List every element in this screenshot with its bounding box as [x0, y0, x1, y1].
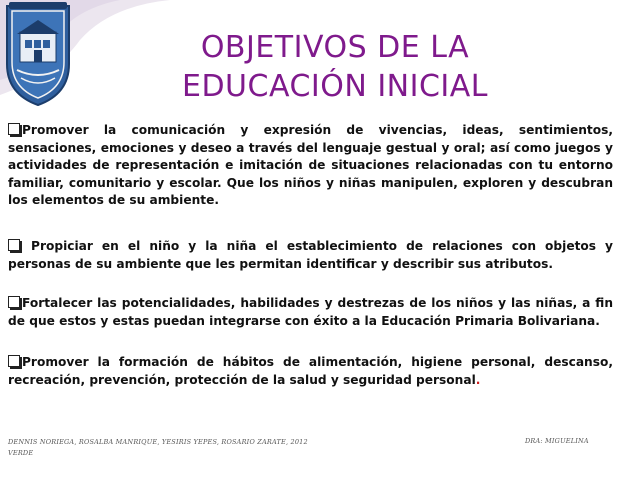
slide-title: [120, 28, 550, 106]
square-bullet-icon: [8, 296, 20, 308]
title-line-2: EDUCACIÓN INICIAL: [181, 69, 488, 104]
objective-text: Promover la formación de hábitos de alimentación, higiene personal, descanso, recreación, prevención, protección de la salud y seguridad personal: [8, 355, 613, 387]
square-bullet-icon: [8, 239, 20, 251]
objective-item: [8, 122, 613, 210]
footer-authors: DENNIS NORIEGA, ROSALBA MANRIQUE, YESIRIS YEPES, ROSARIO ZARATE, 2012 VERDE: [8, 438, 308, 457]
end-mark: .: [475, 372, 481, 387]
square-bullet-icon: [8, 355, 20, 367]
objective-text: Fortalecer las potencialidades, habilidades y destrezas de los niños y las niñas, a fin de que estos y estas puedan integrarse con éxito a la Educación Primaria Bolivariana.: [8, 296, 613, 328]
footer-advisor: DRA: MIGUELINA: [525, 437, 589, 445]
objective-item: [8, 238, 613, 273]
objective-text: Propiciar en el niño y la niña el establecimiento de relaciones con objetos y personas de su ambiente que les permitan identificar y describir sus atributos.: [8, 239, 613, 271]
school-emblem-icon: [3, 2, 73, 108]
objective-text: Promover la comunicación y expresión de vivencias, ideas, sentimientos, sensaciones, emociones y deseo a través del lenguaje gestual y oral; así como juegos y actividades de representación e imitación de situaciones relacionadas con tu entorno familiar, comunitario y escolar. Que los niños y niñas manipulen, exploren y descubran los elementos de su ambiente.: [8, 123, 613, 208]
square-bullet-icon: [8, 123, 20, 135]
objective-item: [8, 295, 613, 330]
title-line-1: OBJETIVOS DE LA: [200, 30, 470, 65]
objective-item: [8, 354, 613, 389]
